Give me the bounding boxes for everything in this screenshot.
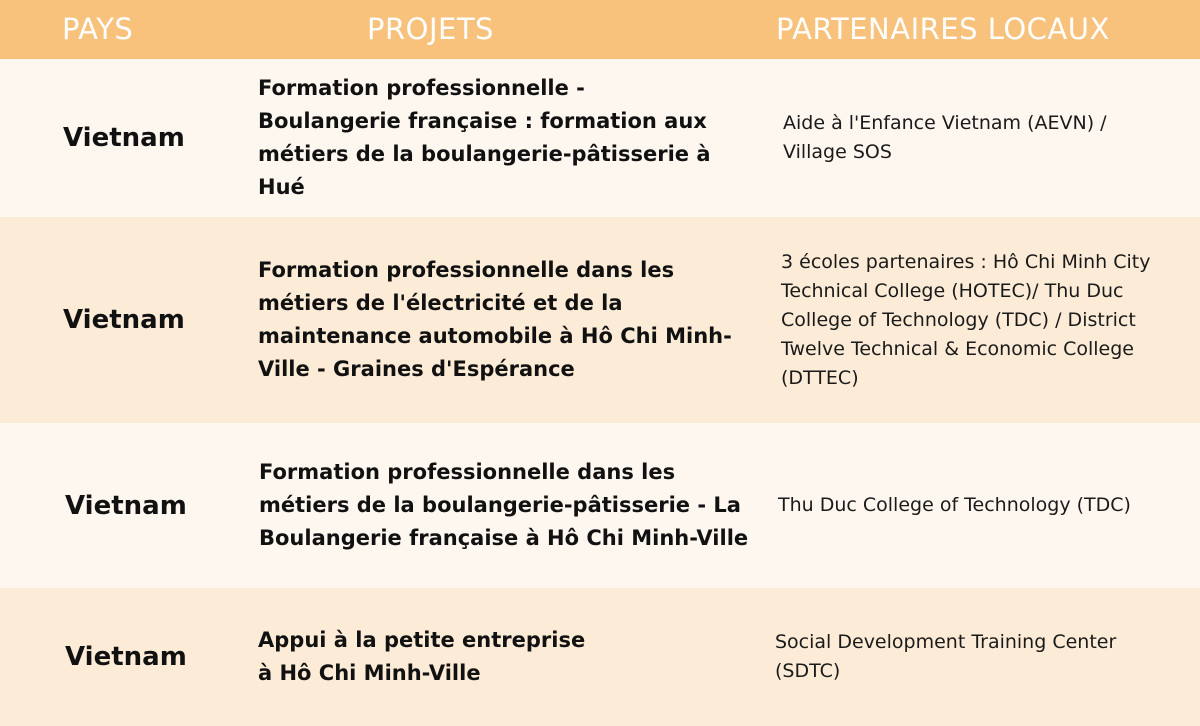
partner-text: Aide à l'Enfance Vietnam (AEVN) / Village SOS (783, 112, 1107, 163)
country-text: Vietnam (65, 642, 187, 672)
partner-text: Thu Duc College of Technology (TDC) (778, 494, 1131, 516)
country-text: Vietnam (63, 123, 185, 153)
table-row (0, 217, 1200, 423)
project-cell (258, 588, 748, 726)
header-projets: PROJETS (367, 12, 494, 46)
project-text: Appui à la petite entreprise à Hô Chi Minh-Ville (258, 628, 586, 685)
project-text: Formation professionnelle dans les métiers de l'électricité et de la maintenance automobile à Hô Chi Minh-Ville - Graines d'Espérance (258, 258, 732, 381)
project-cell (259, 423, 749, 588)
partner-cell (778, 423, 1178, 588)
country-text: Vietnam (65, 490, 187, 521)
header-pays: PAYS (62, 12, 134, 46)
project-text: Formation professionnelle dans les métiers de la boulangerie-pâtisserie - La Boulangerie française à Hô Chi Minh-Ville (259, 460, 749, 550)
partner-cell (781, 217, 1181, 423)
country-cell (65, 588, 245, 726)
country-cell (63, 217, 243, 423)
header-partenaires: PARTENAIRES LOCAUX (776, 12, 1110, 46)
project-cell (258, 59, 748, 217)
partner-cell (783, 59, 1183, 217)
country-cell (63, 59, 243, 217)
partner-cell (775, 588, 1175, 726)
project-cell (258, 217, 748, 423)
table-row (0, 423, 1200, 588)
partner-text: Social Development Training Center (SDTC) (775, 631, 1117, 682)
table-header (0, 0, 1200, 59)
country-cell (65, 423, 245, 588)
country-text: Vietnam (63, 305, 185, 335)
table-row (0, 588, 1200, 726)
partner-text: 3 écoles partenaires : Hô Chi Minh City Technical College (HOTEC)/ Thu Duc College of Technology (TDC) / District Twelve Technical & Economic College (DTTEC) (781, 250, 1151, 389)
project-text: Formation professionnelle - Boulangerie française : formation aux métiers de la boulangerie-pâtisserie à Hué (258, 76, 711, 199)
table-row (0, 59, 1200, 217)
